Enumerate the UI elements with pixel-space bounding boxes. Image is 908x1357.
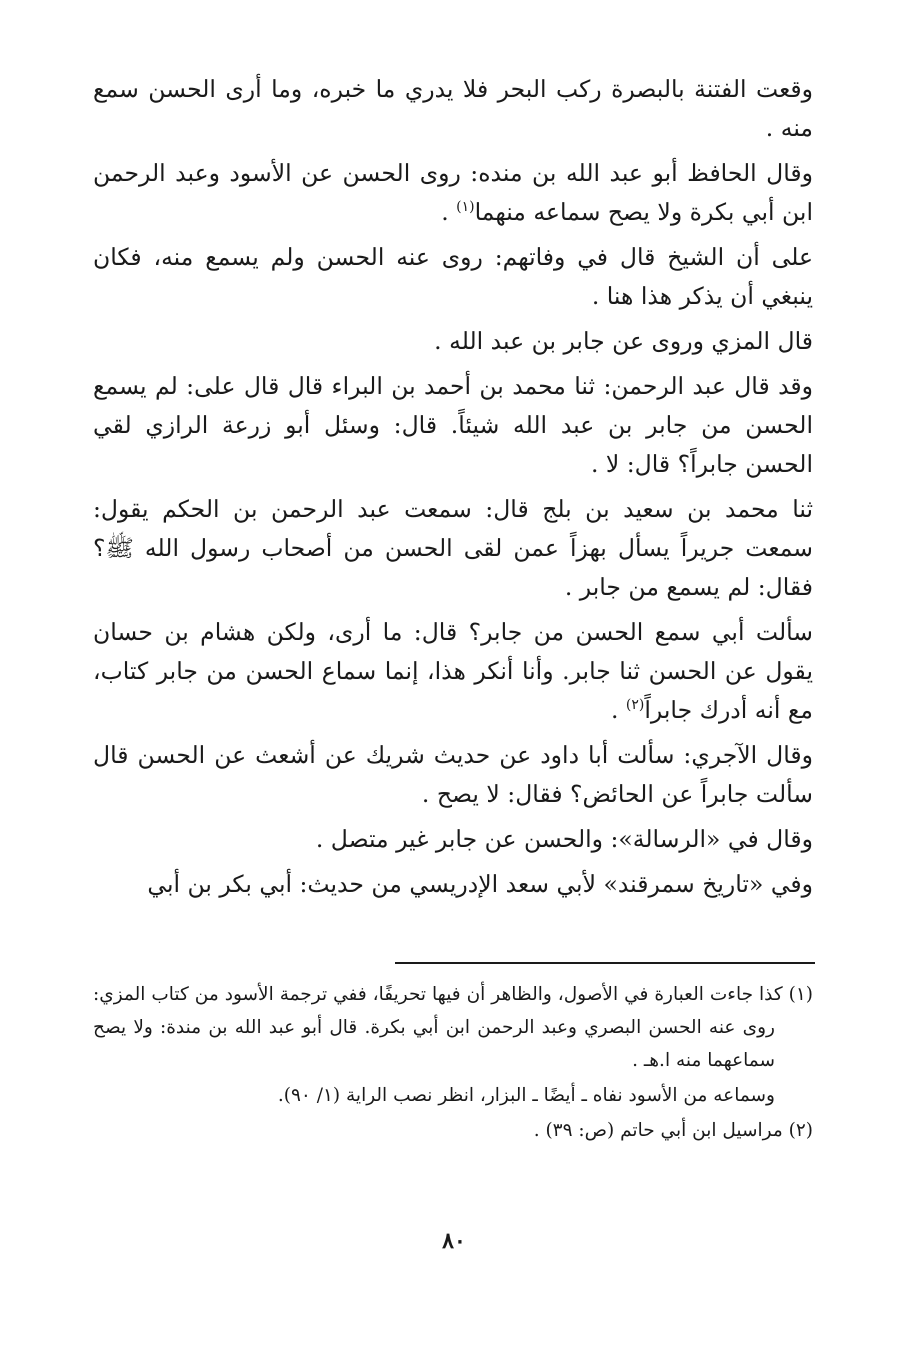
paragraph-1: وقعت الفتنة بالبصرة ركب البحر فلا يدري ما خبره، وما أرى الحسن سمع منه . [93, 75, 813, 142]
footnotes [93, 978, 813, 1149]
paragraph-8: وقال الآجري: سألت أبا داود عن حديث شريك عن أشعث عن الحسن قال سألت جابراً عن الحائض؟ فقال: لا يصح . [93, 741, 813, 808]
paragraph-5: وقد قال عبد الرحمن: ثنا محمد بن أحمد بن البراء قال قال على: لم يسمع الحسن من جابر بن عبد الله شيئاً. قال: وسئل أبو زرعة الرازي لقي الحسن جابراً؟ قال: لا . [93, 372, 813, 478]
main-text [93, 70, 813, 910]
paragraph-3: على أن الشيخ قال في وفاتهم: روى عنه الحسن ولم يسمع منه، فكان ينبغي أن يذكر هذا هنا . [93, 243, 813, 310]
footnote-divider [395, 962, 815, 964]
paragraph-10: وفي «تاريخ سمرقند» لأبي سعد الإدريسي من حديث: أبي بكر بن أبي [147, 870, 813, 898]
footnote-ref-1[interactable]: (١) [456, 199, 475, 216]
paragraph-4: قال المزي وروى عن جابر بن عبد الله . [434, 327, 813, 355]
paragraph-7-text: سألت أبي سمع الحسن من جابر؟ قال: ما أرى، ولكن هشام بن حسان يقول عن الحسن ثنا جابر. وأنا أنكر هذا، إنما سماع الحسن من جابر كتاب، مع أنه أدرك جابراً [93, 618, 813, 724]
paragraph-6: ثنا محمد بن سعيد بن بلج قال: سمعت عبد الرحمن بن الحكم يقول: سمعت جريراً يسأل بهزاً عمن لقى الحسن من أصحاب رسول الله ﷺ؟ فقال: لم يسمع من جابر . [93, 495, 813, 601]
footnote-ref-2[interactable]: (٢) [625, 697, 645, 714]
paragraph-2-text: وقال الحافظ أبو عبد الله بن منده: روى الحسن عن الأسود وعبد الرحمن ابن أبي بكرة ولا يصح سماعه منهما [93, 159, 813, 226]
footnote-2: (٢) مراسيل ابن أبي حاتم (ص: ٣٩) . [533, 1120, 813, 1141]
footnote-1: (١) كذا جاءت العبارة في الأصول، والظاهر أن فيها تحريفًا، ففي ترجمة الأسود من كتاب المزي: روى عنه الحسن البصري وعبد الرحمن ابن أبي بكرة. قال أبو عبد الله بن مندة: ولا يصح سماعهما منه ا.هـ . [93, 984, 813, 1071]
paragraph-7-end: . [610, 696, 626, 724]
page-number: ٨٠ [442, 1228, 466, 1254]
paragraph-9: وقال في «الرسالة»: والحسن عن جابر غير متصل . [315, 825, 813, 853]
footnote-1-continuation: وسماعه من الأسود نفاه ـ أيضًا ـ البزار، انظر نصب الراية (١/ ٩٠). [277, 1085, 775, 1106]
paragraph-2-end: . [441, 198, 457, 226]
paragraph-7 [93, 613, 813, 730]
paragraph-2 [93, 154, 813, 232]
